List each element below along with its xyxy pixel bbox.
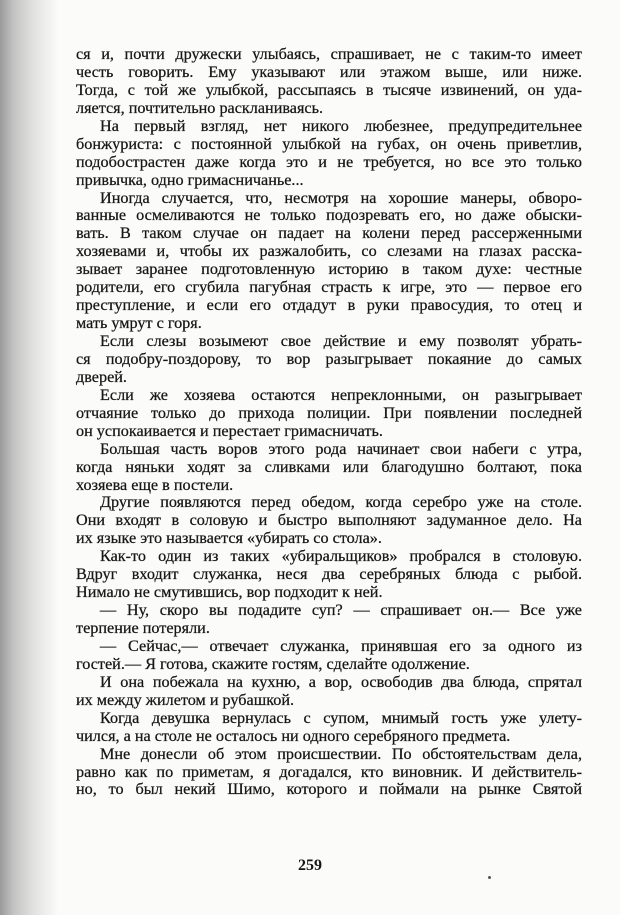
paragraph xyxy=(76,494,582,548)
text-line: когда няньки ходят за сливками или благодушно болтают, пока xyxy=(76,457,582,476)
paragraph xyxy=(76,602,582,638)
text-line: честь говорить. Ему указывают или этажом выше, или ниже. xyxy=(76,62,582,81)
paragraph xyxy=(76,190,582,334)
paragraph xyxy=(76,548,582,602)
text-line: ляется, почтительно раскланиваясь. xyxy=(76,98,324,117)
paragraph xyxy=(76,387,582,441)
text-line: привычка, одно гримасничанье... xyxy=(76,170,304,189)
text-line: преступление, и если его отдадут в руки правосудия, то отец и xyxy=(76,296,582,315)
text-line: чился, а на столе не осталось ни одного серебряного предмета. xyxy=(76,726,511,745)
text-line: ся подобру-поздорову, то вор разыгрывает покаяние до самых xyxy=(76,349,582,368)
text-line: ванные осмеливаются не только подозревать его, но даже обыски- xyxy=(76,206,582,225)
text-line: Иногда случается, что, несмотря на хорошие манеры, обворо- xyxy=(100,188,582,207)
text-line: он успокаивается и перестает гримасничать. xyxy=(76,421,383,440)
text-line: родители, его сгубила пагубная страсть к игре, это — первое его xyxy=(76,278,582,297)
text-line: бонжуриста: с постоянной улыбкой на губах, он очень приветлив, xyxy=(76,134,582,153)
body-text xyxy=(76,46,582,799)
text-line: равно как по приметам, я догадался, кто виновник. И действитель- xyxy=(76,762,582,781)
page-gutter-shadow xyxy=(0,0,58,915)
text-line: Другие появляются перед обедом, когда серебро уже на столе. xyxy=(100,493,582,512)
text-line: Нимало не смутившись, вор подходит к ней. xyxy=(76,583,383,602)
paragraph xyxy=(76,674,582,710)
text-line: подобострастен даже когда это и не требуется, но все это только xyxy=(76,152,582,171)
text-line: их между жилетом и рубашкой. xyxy=(76,690,295,709)
paragraph xyxy=(76,118,582,190)
text-line: Вдруг входит служанка, неся два серебряных блюда с рыбой. xyxy=(76,565,582,584)
text-line: их языке это называется «убирать со стола». xyxy=(76,529,382,548)
paragraph xyxy=(76,333,582,387)
text-line: мать умрут с горя. xyxy=(76,314,202,333)
text-line: гостей.— Я готова, скажите гостям, сделайте одолжение. xyxy=(76,654,470,673)
text-line: На первый взгляд, нет никого любезнее, предупредительнее xyxy=(100,116,582,135)
text-line: Как-то один из таких «убиральщиков» пробрался в столовую. xyxy=(100,547,582,566)
text-line: — Ну, скоро вы подадите суп? — спрашивает он.— Все уже xyxy=(100,601,582,620)
page-number: 259 xyxy=(298,857,322,874)
paragraph xyxy=(76,746,582,800)
text-line: хозяева еще в постели. xyxy=(76,475,234,494)
text-line: — Сейчас,— отвечает служанка, принявшая его за одного из xyxy=(100,636,582,655)
text-line: Мне донесли об этом происшествии. По обстоятельствам дела, xyxy=(100,744,582,763)
text-line: Когда девушка вернулась с супом, мнимый гость уже улету- xyxy=(100,708,582,727)
paragraph xyxy=(76,441,582,495)
text-line: зывает заранее подготовленную историю в таком духе: честные xyxy=(76,260,582,279)
text-line: вать. В таком случае он падает на колени перед рассерженными xyxy=(76,224,582,243)
paragraph xyxy=(76,46,582,118)
text-line: терпение потеряли. xyxy=(76,619,210,637)
paragraph xyxy=(76,710,582,746)
text-line: отчаяние только до прихода полиции. При появлении последней xyxy=(76,403,582,422)
text-line: Если слезы возымеют свое действие и ему позволят убрать- xyxy=(100,332,582,350)
text-line: Если же хозяева остаются непреклонными, он разыгрывает xyxy=(100,385,582,404)
text-line: Тогда, с той же улыбкой, рассыпаясь в тысяче извинений, он уда- xyxy=(76,80,582,99)
text-line: И она побежала на кухню, а вор, освободив два блюда, спрятал xyxy=(100,672,582,691)
scan-speck xyxy=(488,876,491,879)
text-line: но, то был некий Шимо, которого и поймали на рынке Святой xyxy=(76,780,582,799)
text-line: дверей. xyxy=(76,367,127,386)
text-line: хозяевами и, чтобы их разжалобить, со слезами на глазах расска- xyxy=(76,242,582,261)
text-line: Большая часть воров этого рода начинает свои набеги с утра, xyxy=(100,439,582,458)
text-line: Они входят в соловую и быстро выполняют задуманное дело. На xyxy=(76,511,582,530)
text-line: ся и, почти дружески улыбаясь, спрашивает, не с таким-то имеет xyxy=(76,45,582,63)
paragraph xyxy=(76,638,582,674)
